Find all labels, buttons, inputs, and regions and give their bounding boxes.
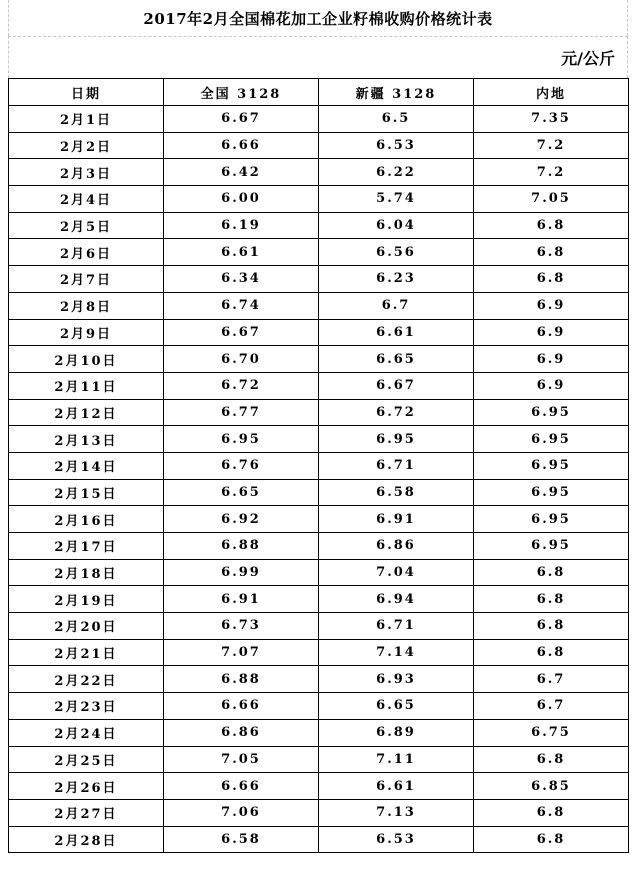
- cell-date: 2月17日: [9, 533, 164, 560]
- cell-inland: 6.8: [474, 799, 629, 826]
- cell-date: 2月22日: [9, 666, 164, 693]
- table-row: [9, 319, 629, 346]
- cell-xinjiang: 6.67: [319, 372, 474, 399]
- cell-inland: 7.05: [474, 186, 629, 213]
- table-row: [9, 372, 629, 399]
- cell-date: 2月25日: [9, 746, 164, 773]
- cell-inland: 7.2: [474, 159, 629, 186]
- cell-date: 2月21日: [9, 639, 164, 666]
- cell-national: 7.06: [164, 799, 319, 826]
- cell-national: 6.67: [164, 106, 319, 133]
- cell-inland: 6.75: [474, 719, 629, 746]
- cell-national: 6.73: [164, 613, 319, 640]
- cell-xinjiang: 7.04: [319, 559, 474, 586]
- cell-national: 6.95: [164, 426, 319, 453]
- cell-national: 6.77: [164, 399, 319, 426]
- cell-inland: 6.9: [474, 319, 629, 346]
- table-row: [9, 239, 629, 266]
- cell-inland: 7.35: [474, 106, 629, 133]
- cell-inland: 6.9: [474, 292, 629, 319]
- cell-national: 6.91: [164, 586, 319, 613]
- table-row: [9, 613, 629, 640]
- cell-inland: 6.95: [474, 399, 629, 426]
- cell-date: 2月27日: [9, 799, 164, 826]
- cell-xinjiang: 6.61: [319, 319, 474, 346]
- cell-national: 6.00: [164, 186, 319, 213]
- cell-national: 6.42: [164, 159, 319, 186]
- cell-xinjiang: 6.71: [319, 613, 474, 640]
- cell-xinjiang: 6.71: [319, 452, 474, 479]
- header-national: 全国 3128: [164, 79, 319, 106]
- table-row: [9, 399, 629, 426]
- cell-xinjiang: 6.23: [319, 266, 474, 293]
- cell-date: 2月14日: [9, 452, 164, 479]
- cell-date: 2月16日: [9, 506, 164, 533]
- cell-xinjiang: 6.04: [319, 212, 474, 239]
- cell-xinjiang: 6.65: [319, 346, 474, 373]
- table-row: [9, 186, 629, 213]
- cell-national: 6.99: [164, 559, 319, 586]
- cell-inland: 6.8: [474, 613, 629, 640]
- cell-national: 6.74: [164, 292, 319, 319]
- cell-xinjiang: 6.7: [319, 292, 474, 319]
- cell-national: 6.72: [164, 372, 319, 399]
- cell-inland: 6.8: [474, 212, 629, 239]
- cell-inland: 6.95: [474, 452, 629, 479]
- cell-inland: 6.8: [474, 746, 629, 773]
- cell-inland: 6.8: [474, 586, 629, 613]
- header-inland: 内地: [474, 79, 629, 106]
- cell-inland: 6.85: [474, 773, 629, 800]
- cell-date: 2月10日: [9, 346, 164, 373]
- cell-xinjiang: 6.91: [319, 506, 474, 533]
- header-row: [9, 79, 629, 106]
- table-row: [9, 106, 629, 133]
- cell-xinjiang: 7.11: [319, 746, 474, 773]
- cell-national: 6.86: [164, 719, 319, 746]
- cell-xinjiang: 7.14: [319, 639, 474, 666]
- cell-date: 2月3日: [9, 159, 164, 186]
- cell-date: 2月7日: [9, 266, 164, 293]
- cell-xinjiang: 6.94: [319, 586, 474, 613]
- cell-national: 6.76: [164, 452, 319, 479]
- cell-date: 2月26日: [9, 773, 164, 800]
- cell-inland: 6.8: [474, 239, 629, 266]
- cell-national: 6.19: [164, 212, 319, 239]
- cell-date: 2月15日: [9, 479, 164, 506]
- cell-date: 2月5日: [9, 212, 164, 239]
- unit-label: 元/公斤: [561, 49, 615, 68]
- cell-xinjiang: 7.13: [319, 799, 474, 826]
- cell-xinjiang: 6.89: [319, 719, 474, 746]
- cell-inland: 6.8: [474, 639, 629, 666]
- cell-national: 6.67: [164, 319, 319, 346]
- table-row: [9, 346, 629, 373]
- cell-inland: 7.2: [474, 132, 629, 159]
- cell-national: 6.88: [164, 533, 319, 560]
- cell-date: 2月28日: [9, 826, 164, 853]
- table-row: [9, 693, 629, 720]
- cell-national: 6.92: [164, 506, 319, 533]
- cell-national: 6.34: [164, 266, 319, 293]
- cell-national: 6.61: [164, 239, 319, 266]
- table-row: [9, 292, 629, 319]
- table-title: 2017年2月全国棉花加工企业籽棉收购价格统计表: [8, 0, 628, 36]
- cell-national: 6.58: [164, 826, 319, 853]
- cell-inland: 6.9: [474, 372, 629, 399]
- table-row: [9, 799, 629, 826]
- cell-inland: 6.7: [474, 666, 629, 693]
- cell-date: 2月1日: [9, 106, 164, 133]
- cell-national: 6.66: [164, 693, 319, 720]
- cell-date: 2月19日: [9, 586, 164, 613]
- table-body: [9, 106, 629, 853]
- cell-date: 2月8日: [9, 292, 164, 319]
- cell-date: 2月24日: [9, 719, 164, 746]
- table-row: [9, 639, 629, 666]
- cell-inland: 6.95: [474, 506, 629, 533]
- table-row: [9, 132, 629, 159]
- cell-date: 2月18日: [9, 559, 164, 586]
- cell-xinjiang: 5.74: [319, 186, 474, 213]
- cell-date: 2月4日: [9, 186, 164, 213]
- table-row: [9, 506, 629, 533]
- cell-date: 2月9日: [9, 319, 164, 346]
- cell-xinjiang: 6.58: [319, 479, 474, 506]
- unit-label-cell: [8, 36, 628, 78]
- cell-inland: 6.8: [474, 559, 629, 586]
- table-row: [9, 426, 629, 453]
- cell-xinjiang: 6.93: [319, 666, 474, 693]
- table-row: [9, 666, 629, 693]
- table-row: [9, 266, 629, 293]
- price-table: [8, 78, 629, 853]
- cell-inland: 6.95: [474, 533, 629, 560]
- cell-national: 7.07: [164, 639, 319, 666]
- cell-xinjiang: 6.22: [319, 159, 474, 186]
- table-row: [9, 773, 629, 800]
- table-row: [9, 452, 629, 479]
- cell-date: 2月23日: [9, 693, 164, 720]
- table-row: [9, 479, 629, 506]
- cell-inland: 6.9: [474, 346, 629, 373]
- cell-national: 7.05: [164, 746, 319, 773]
- table-row: [9, 159, 629, 186]
- cell-inland: 6.8: [474, 826, 629, 853]
- cell-xinjiang: 6.95: [319, 426, 474, 453]
- cell-date: 2月6日: [9, 239, 164, 266]
- cell-national: 6.66: [164, 132, 319, 159]
- cell-xinjiang: 6.53: [319, 132, 474, 159]
- cell-national: 6.66: [164, 773, 319, 800]
- cell-xinjiang: 6.53: [319, 826, 474, 853]
- table-row: [9, 559, 629, 586]
- header-xinjiang: 新疆 3128: [319, 79, 474, 106]
- cell-xinjiang: 6.61: [319, 773, 474, 800]
- table-row: [9, 586, 629, 613]
- cell-date: 2月12日: [9, 399, 164, 426]
- cell-xinjiang: 6.86: [319, 533, 474, 560]
- cell-inland: 6.7: [474, 693, 629, 720]
- cell-national: 6.70: [164, 346, 319, 373]
- cell-inland: 6.95: [474, 479, 629, 506]
- cell-date: 2月11日: [9, 372, 164, 399]
- cell-xinjiang: 6.56: [319, 239, 474, 266]
- cell-national: 6.65: [164, 479, 319, 506]
- cell-date: 2月20日: [9, 613, 164, 640]
- cell-xinjiang: 6.65: [319, 693, 474, 720]
- cell-inland: 6.95: [474, 426, 629, 453]
- table-row: [9, 212, 629, 239]
- cell-date: 2月13日: [9, 426, 164, 453]
- table-row: [9, 746, 629, 773]
- cell-inland: 6.8: [474, 266, 629, 293]
- cell-national: 6.88: [164, 666, 319, 693]
- cell-xinjiang: 6.72: [319, 399, 474, 426]
- cell-xinjiang: 6.5: [319, 106, 474, 133]
- cell-date: 2月2日: [9, 132, 164, 159]
- table-row: [9, 533, 629, 560]
- header-date: 日期: [9, 79, 164, 106]
- table-row: [9, 826, 629, 853]
- table-row: [9, 719, 629, 746]
